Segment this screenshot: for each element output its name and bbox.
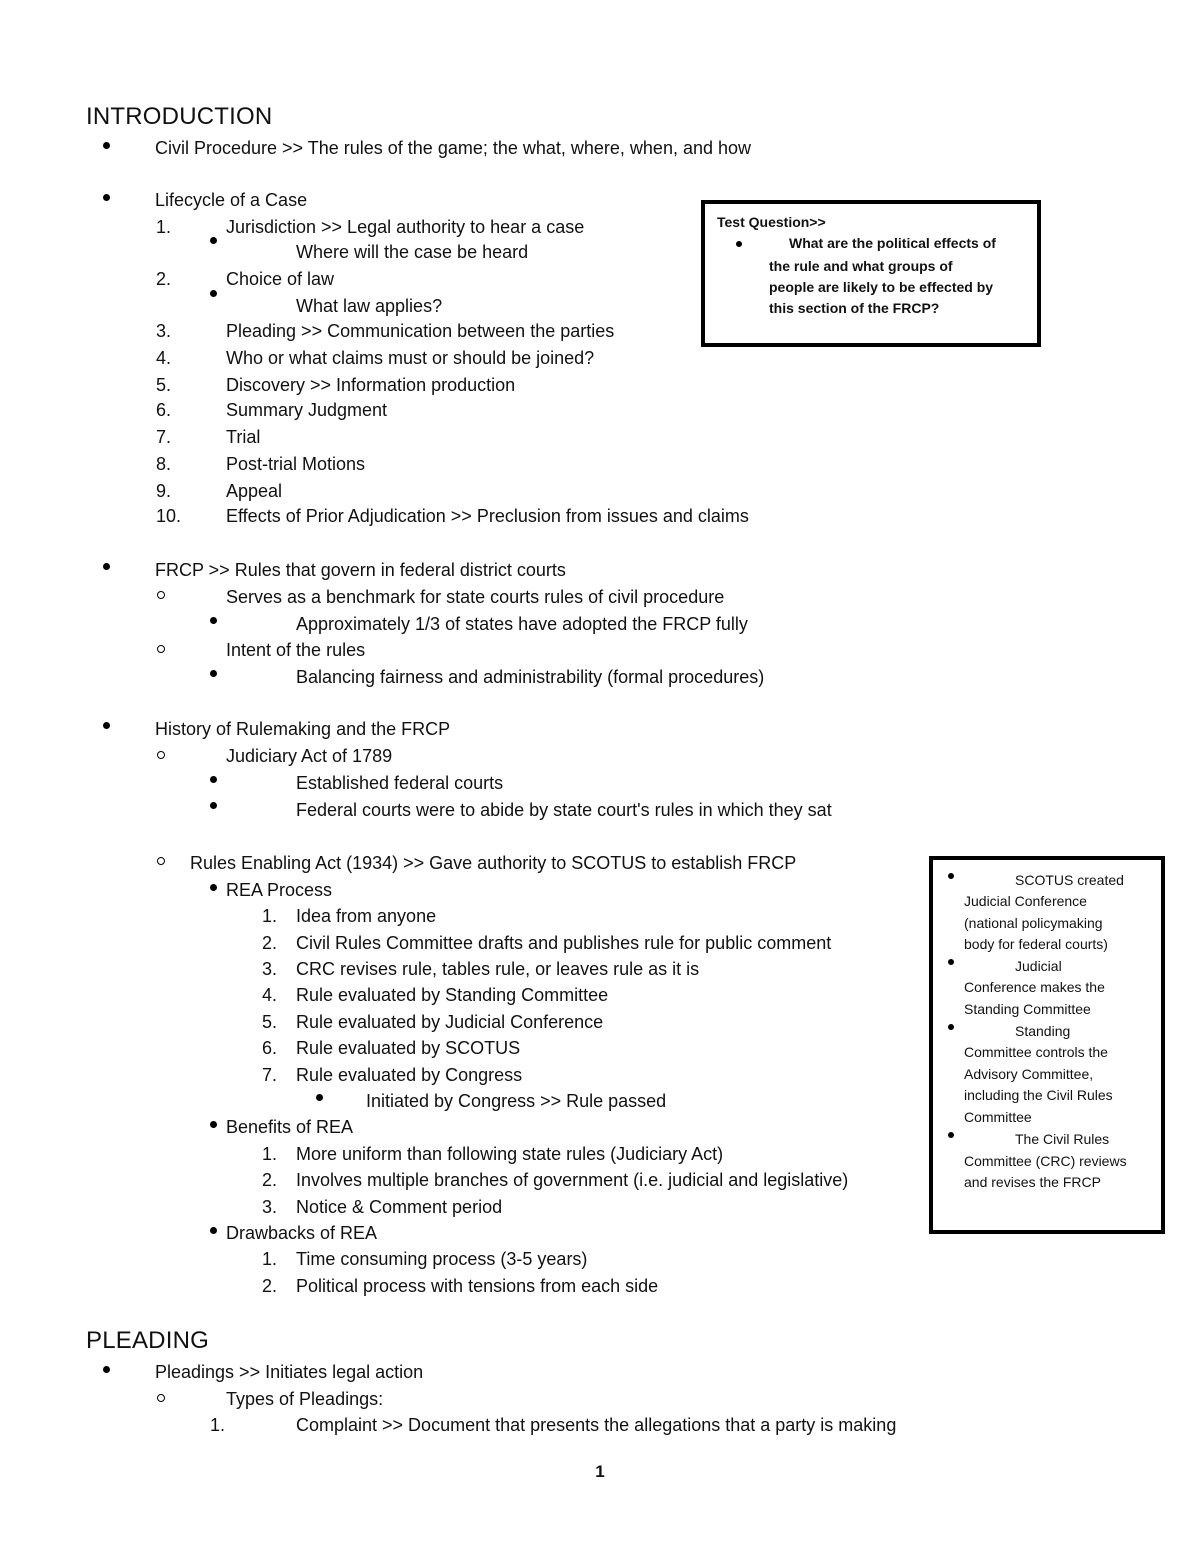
list-item: Choice of law [226, 269, 335, 289]
list-number: 8. [156, 454, 172, 474]
rules-enabling-act: Rules Enabling Act (1934) >> Gave authority to SCOTUS to establish FRCP [190, 853, 797, 873]
frcp-intent: Intent of the rules [226, 640, 366, 660]
list-number: 1. [210, 1415, 226, 1435]
bullet-circle [157, 645, 165, 653]
list-item: Time consuming process (3-5 years) [296, 1249, 588, 1269]
bullet-dot [210, 290, 217, 297]
bullet-dot [948, 873, 954, 879]
note-line: including the Civil Rules [964, 1087, 1113, 1103]
bullet-dot [948, 1024, 954, 1030]
bullet-dot [948, 959, 954, 965]
list-number: 1. [262, 906, 278, 926]
test-question-line: What are the political effects of [789, 235, 996, 251]
list-number: 2. [156, 269, 172, 289]
bullet-dot [103, 722, 110, 729]
test-question-line: the rule and what groups of [769, 258, 953, 274]
list-number: 3. [262, 1197, 278, 1217]
list-item: Appeal [226, 481, 283, 501]
note-line: Judicial Conference [964, 893, 1087, 909]
rea-process-title: REA Process [226, 880, 333, 900]
frcp-benchmark: Serves as a benchmark for state courts rules of civil procedure [226, 587, 725, 607]
test-question-box [701, 200, 1041, 347]
note-line: Committee [964, 1109, 1032, 1125]
list-item: Political process with tensions from each side [296, 1276, 659, 1296]
list-number: 7. [262, 1065, 278, 1085]
list-item: Post-trial Motions [226, 454, 366, 474]
test-question-title: Test Question>> [717, 214, 826, 230]
list-item: Who or what claims must or should be joined? [226, 348, 595, 368]
history-title: History of Rulemaking and the FRCP [155, 719, 451, 739]
note-line: Conference makes the [964, 979, 1105, 995]
established-courts: Established federal courts [296, 773, 504, 793]
note-line: body for federal courts) [964, 936, 1108, 952]
list-number: 2. [262, 1170, 278, 1190]
frcp-approx: Approximately 1/3 of states have adopted the FRCP fully [296, 614, 748, 634]
list-number: 3. [262, 959, 278, 979]
bullet-circle [157, 751, 165, 759]
list-number: 1. [156, 217, 172, 237]
bullet-circle [157, 857, 165, 865]
list-number: 6. [156, 400, 172, 420]
frcp-balancing: Balancing fairness and administrability (formal procedures) [296, 667, 765, 687]
list-item: Effects of Prior Adjudication >> Preclusion from issues and claims [226, 506, 749, 526]
list-item: Trial [226, 427, 261, 447]
list-number: 7. [156, 427, 172, 447]
initiated-by-congress: Initiated by Congress >> Rule passed [366, 1091, 667, 1111]
list-number: 9. [156, 481, 172, 501]
bullet-dot [210, 776, 217, 783]
note-line: The Civil Rules [1015, 1131, 1110, 1147]
pleadings-line: Pleadings >> Initiates legal action [155, 1362, 424, 1382]
bullet-dot [210, 237, 217, 244]
list-number: 10. [156, 506, 182, 526]
bullet-dot [316, 1094, 323, 1101]
test-question-line: this section of the FRCP? [769, 300, 940, 316]
bullet-circle [157, 591, 165, 599]
benefits-title: Benefits of REA [226, 1117, 354, 1137]
bullet-dot [103, 194, 110, 201]
list-item: Civil Rules Committee drafts and publishes rule for public comment [296, 933, 832, 953]
note-line: Standing Committee [964, 1001, 1091, 1017]
list-number: 4. [262, 985, 278, 1005]
rulemaking-notes-box [929, 856, 1165, 1234]
civil-procedure-line: Civil Procedure >> The rules of the game; the what, where, when, and how [155, 138, 752, 158]
list-item: Involves multiple branches of government (i.e. judicial and legislative) [296, 1170, 849, 1190]
list-item: Summary Judgment [226, 400, 388, 420]
types-of-pleadings: Types of Pleadings: [226, 1389, 384, 1409]
list-number: 1. [262, 1249, 278, 1269]
bullet-dot [210, 884, 217, 891]
list-item: Notice & Comment period [296, 1197, 503, 1217]
bullet-dot [210, 670, 217, 677]
complaint-line: Complaint >> Document that presents the allegations that a party is making [296, 1415, 897, 1435]
bullet-dot [210, 802, 217, 809]
note-line: Judicial [1015, 958, 1062, 974]
note-line: Committee (CRC) reviews [964, 1153, 1127, 1169]
test-question-line: people are likely to be effected by [769, 279, 994, 295]
list-item: Pleading >> Communication between the parties [226, 321, 615, 341]
list-number: 2. [262, 933, 278, 953]
list-item: Rule evaluated by Congress [296, 1065, 523, 1085]
list-number: 5. [262, 1012, 278, 1032]
heading-introduction: INTRODUCTION [86, 103, 273, 130]
note-line: (national policymaking [964, 915, 1103, 931]
list-number: 4. [156, 348, 172, 368]
note-line: Advisory Committee, [964, 1066, 1094, 1082]
list-number: 6. [262, 1038, 278, 1058]
note-line: and revises the FRCP [964, 1174, 1101, 1190]
lifecycle-title: Lifecycle of a Case [155, 190, 308, 210]
note-line: Standing [1015, 1023, 1071, 1039]
list-subitem: Where will the case be heard [296, 242, 529, 262]
frcp-title: FRCP >> Rules that govern in federal district courts [155, 560, 566, 580]
bullet-dot [210, 1121, 217, 1128]
abide-state-rules: Federal courts were to abide by state court's rules in which they sat [296, 800, 832, 820]
bullet-dot [103, 1366, 110, 1373]
note-line: Committee controls the [964, 1044, 1108, 1060]
bullet-dot [210, 617, 217, 624]
judiciary-act: Judiciary Act of 1789 [226, 746, 393, 766]
page-number: 1 [595, 1462, 605, 1481]
list-subitem: What law applies? [296, 296, 443, 316]
list-item: Discovery >> Information production [226, 375, 516, 395]
list-item: Rule evaluated by Judicial Conference [296, 1012, 604, 1032]
heading-pleading: PLEADING [86, 1327, 209, 1354]
bullet-dot [948, 1132, 954, 1138]
list-item: Rule evaluated by SCOTUS [296, 1038, 521, 1058]
list-item: Jurisdiction >> Legal authority to hear a case [226, 217, 585, 237]
list-number: 2. [262, 1276, 278, 1296]
list-item: Rule evaluated by Standing Committee [296, 985, 609, 1005]
list-item: Idea from anyone [296, 906, 437, 926]
list-item: More uniform than following state rules (Judiciary Act) [296, 1144, 724, 1164]
bullet-dot [103, 563, 110, 570]
list-number: 1. [262, 1144, 278, 1164]
list-number: 5. [156, 375, 172, 395]
bullet-dot [210, 1227, 217, 1234]
drawbacks-title: Drawbacks of REA [226, 1223, 378, 1243]
list-item: CRC revises rule, tables rule, or leaves rule as it is [296, 959, 700, 979]
bullet-circle [157, 1394, 165, 1402]
bullet-dot [103, 142, 110, 149]
list-number: 3. [156, 321, 172, 341]
note-line: SCOTUS created [1015, 872, 1124, 888]
bullet-dot [736, 241, 742, 247]
